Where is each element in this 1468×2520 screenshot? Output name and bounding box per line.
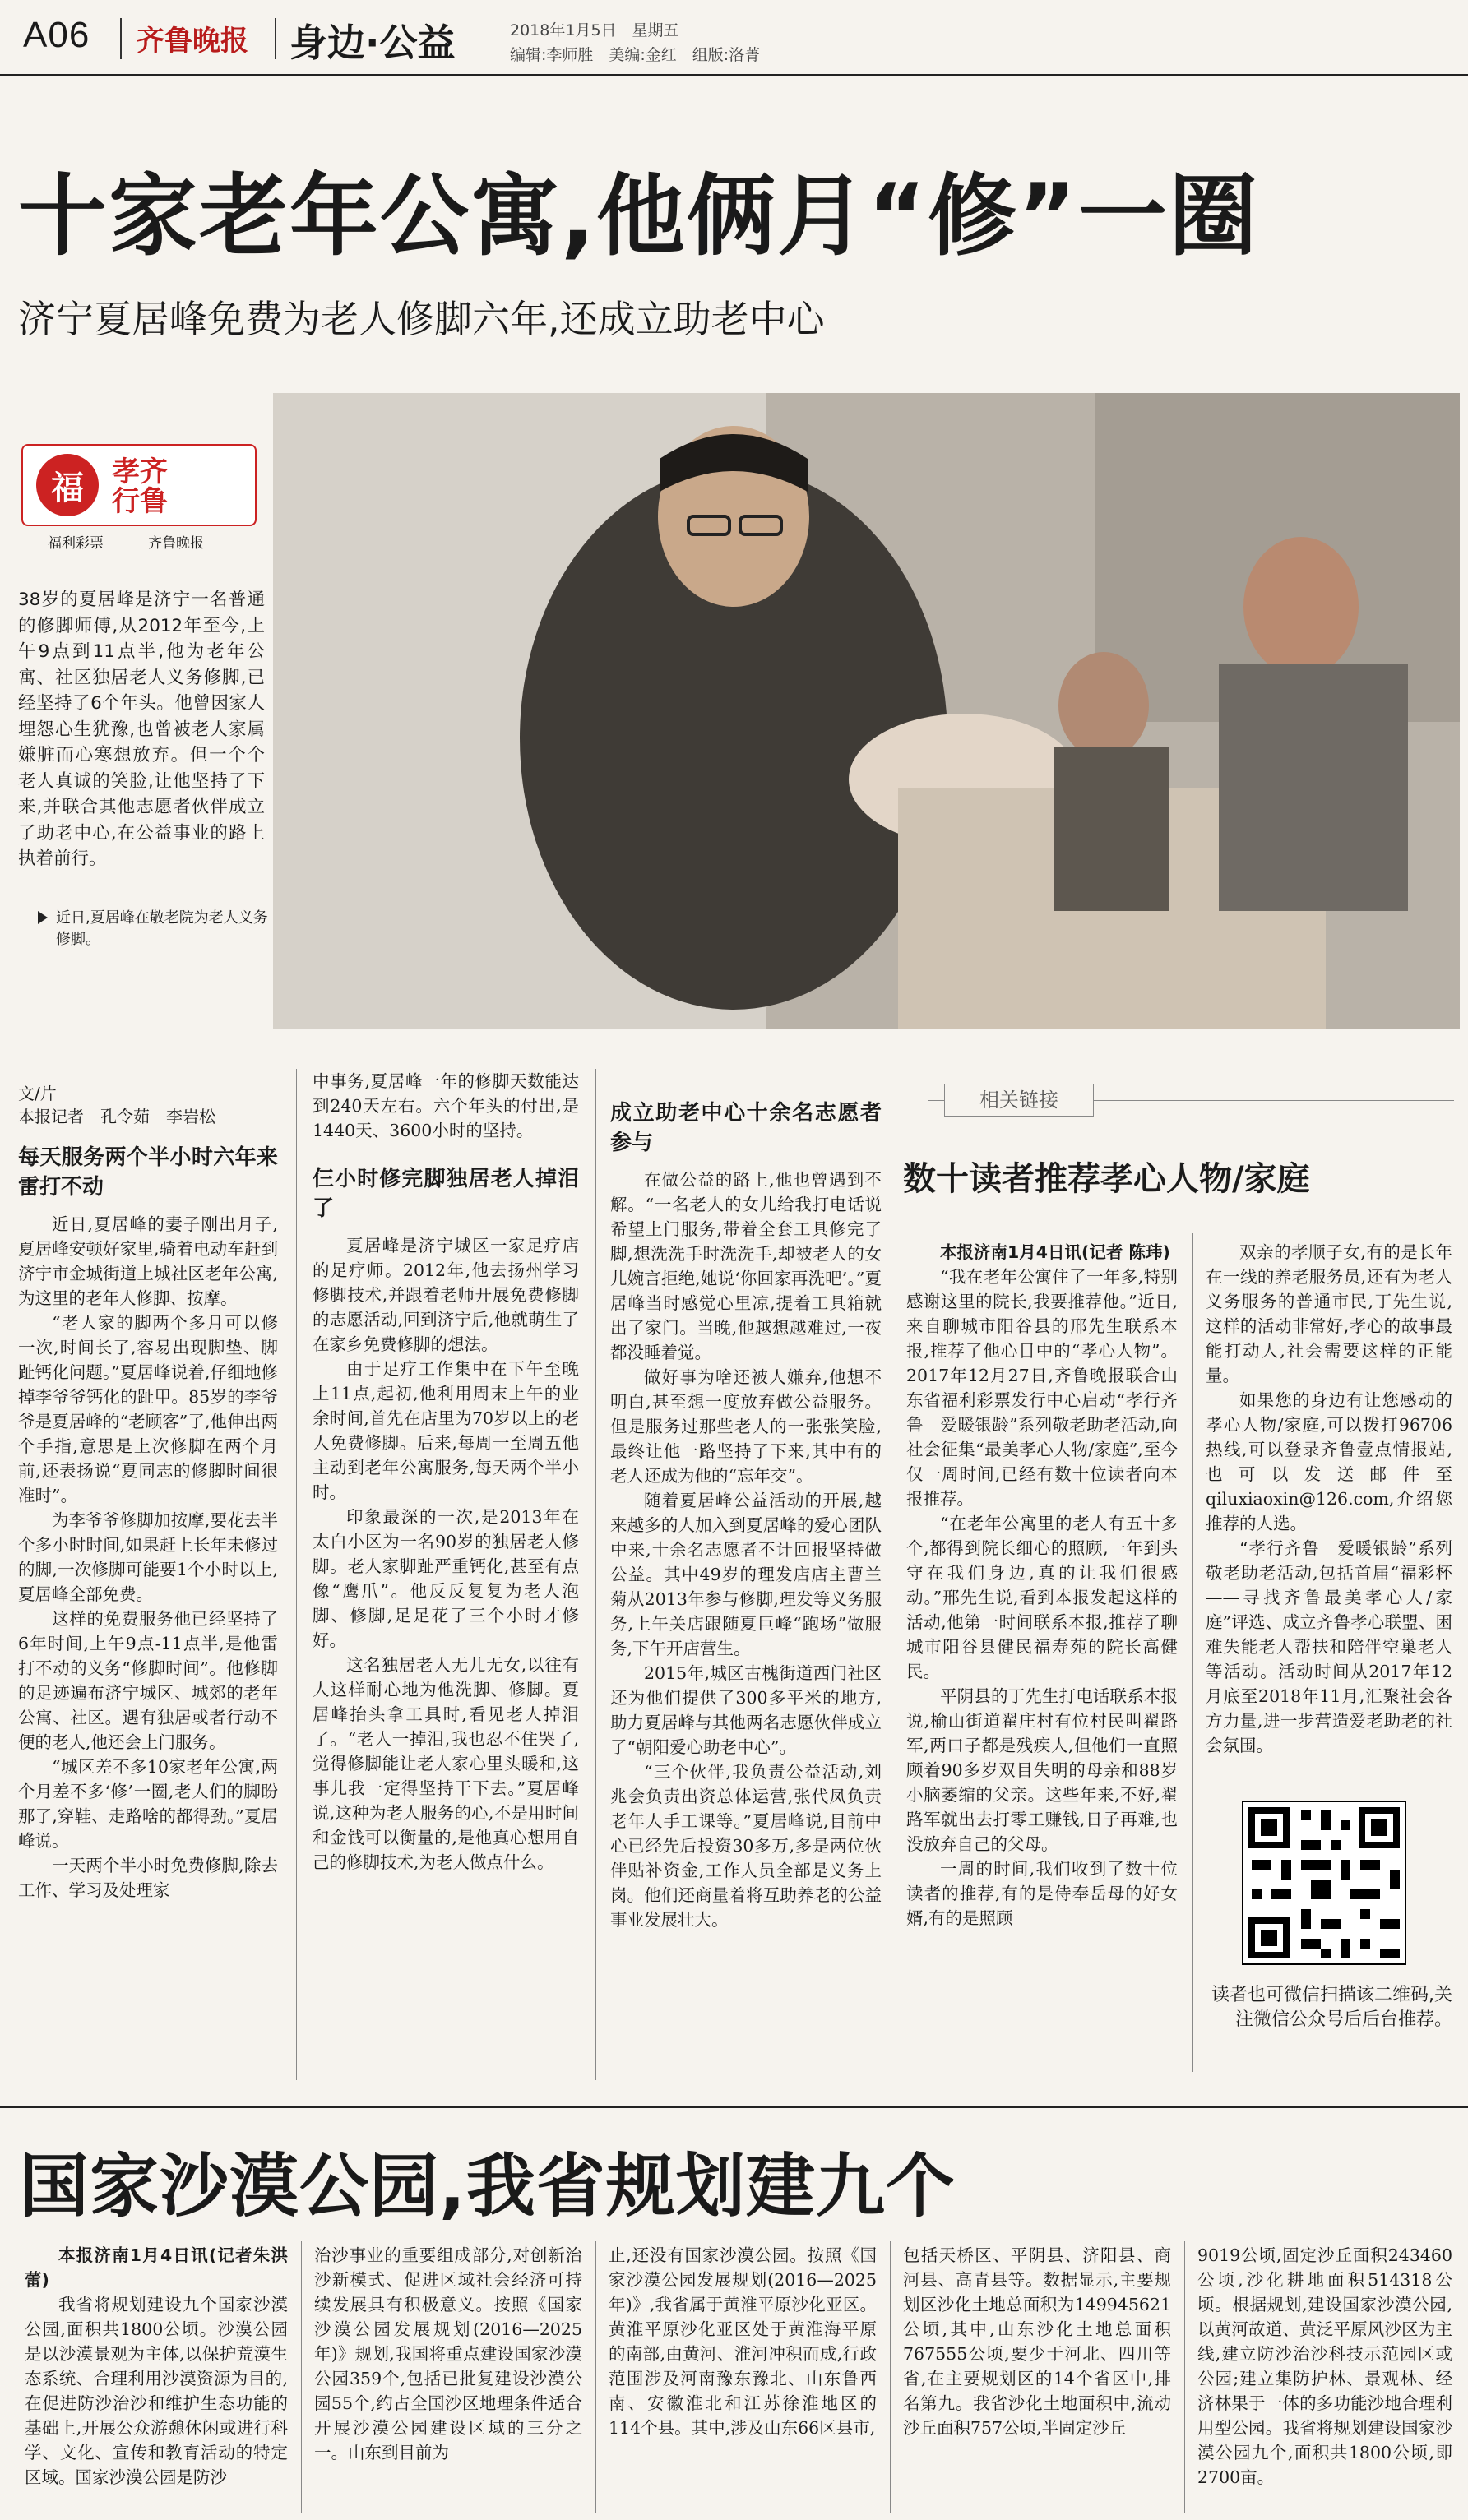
column-rule — [296, 1069, 297, 2080]
logo-subtitle-welfare: 福利彩票 — [48, 535, 104, 552]
wechat-qr-code[interactable] — [1242, 1801, 1406, 1965]
story2-column-2 — [314, 2243, 582, 2465]
paragraph: 印象最深的一次,是2013年在太白小区为一名90岁的独居老人修脚。老人家脚趾严重钙化,甚至有点像“鹰爪”。他反反复复为老人泡脚、修脚,足足花了三个小时才修好。 — [313, 1507, 579, 1650]
column-rule — [1184, 2241, 1185, 2513]
paragraph: “孝行齐鲁 爱暖银龄”系列敬老助老活动,包括首届“福彩杯——寻找齐鲁最美孝心人/家庭”评选、成立齐鲁孝心联盟、困难失能老人帮扶和陪伴空巢老人等活动。活动时间从2017年12月底至2018年11月,汇聚社会各方力量,进一步营造爱老助老的社会氛围。 — [1206, 1538, 1452, 1755]
photo-caption: 近日,夏居峰在敬老院为老人义务修脚。 — [56, 909, 268, 948]
story2-column-4 — [903, 2243, 1171, 2440]
paragraph: 为李爷爷修脚加按摩,要花去半个多小时时间,如果赶上长年未修过的脚,一次修脚可能要1个小时以上,夏居峰全部免费。 — [18, 1510, 278, 1604]
paragraph: “我在老年公寓住了一年多,特别感谢这里的院长,我要推荐他。”近日,来自聊城市阳谷县的邢先生联系本报,推荐了他心目中的“孝心人物”。2017年12月27日,齐鲁晚报联合山东省福利彩票发行中心启动“孝行齐鲁 爱暖银龄”系列敬老助老活动,向社会征集“最美孝心人物/家庭”,至今仅一周时间,已经有数十位读者向本报推荐。 — [906, 1267, 1178, 1509]
paragraph: 如果您的身边有让您感动的孝心人物/家庭,可以拨打96706热线,可以登录齐鲁壹点情报站,也可以发送邮件至qiluxiaoxin@126.com,介绍您推荐的人选。 — [1206, 1390, 1452, 1533]
campaign-logo — [21, 444, 257, 526]
column-rule — [595, 2241, 596, 2513]
qr-instruction: 读者也可微信扫描该二维码,关注微信公众号后后台推荐。 — [1211, 1985, 1452, 2030]
story2-dateline: 本报济南1月4日讯(记者朱洪蕾) — [25, 2245, 288, 2290]
masthead-rule — [0, 74, 1468, 76]
editor-credits: 编辑:李师胜 美编:金红 组版:洛菁 — [510, 46, 761, 64]
paragraph: 近日,夏居峰的妻子刚出月子,夏居峰安顿好家里,骑着电动车赶到济宁市金城街道上城社区老年公寓,为这里的老年人修脚、按摩。 — [18, 1214, 278, 1308]
section-title: 身边·公益 — [289, 21, 456, 65]
byline: 本报记者 孔令茹 李岩松 — [18, 1107, 215, 1126]
paragraph: 止,还没有国家沙漠公园。按照《国家沙漠公园发展规划(2016—2025年)》,我省属于黄淮平原沙化亚区。黄淮平原沙化亚区处于黄淮海平原的南部,由黄河、淮河冲积而成,行政范围涉及河南豫东豫北、山东鲁西南、安徽淮北和江苏徐淮地区的114个县。其中,涉及山东66区县市, — [609, 2245, 877, 2438]
related-column-1 — [906, 1240, 1178, 1930]
story-column-1 — [18, 1082, 278, 1903]
paper-logo: 齐鲁晚报 — [137, 25, 248, 58]
related-dateline: 本报济南1月4日讯(记者 陈玮) — [940, 1242, 1170, 1262]
section-heading: 仨小时修完脚独居老人掉泪了 — [313, 1167, 579, 1221]
paragraph: 包括天桥区、平阴县、济阳县、商河县、高青县等。数据显示,主要规划区沙化土地总面积为149945621公顷,其中,山东沙化土地总面积767555公顷,要少于河北、四川等省,在主要规划区的14个省区中,排名第九。我省沙化土地面积中,流动沙丘面积757公顷,半固定沙丘 — [903, 2245, 1171, 2438]
story2-column-5 — [1197, 2243, 1452, 2490]
paragraph: “在老年公寓里的老人有五十多个,都得到院长细心的照顾,一年到头守在我们身边,真的让我们很感动。”邢先生说,看到本报发起这样的活动,他第一时间联系本报,推荐了聊城市阳谷县健民福寿苑的院长高健民。 — [906, 1514, 1178, 1681]
campaign-logo-text — [112, 457, 168, 516]
byline-label: 文/片 — [18, 1084, 57, 1103]
story2-column-1 — [25, 2243, 288, 2490]
logo-text-line2: 行鲁 — [112, 485, 168, 518]
caption-arrow-icon — [38, 911, 48, 924]
story-column-2 — [313, 1069, 579, 1875]
secondary-headline: 国家沙漠公园,我省规划建九个 — [20, 2146, 956, 2226]
paragraph: “城区差不多10家老年公寓,两个月差不多‘修’一圈,老人们的脚盼那了,穿鞋、走路啥的都得劲。”夏居峰说。 — [18, 1757, 278, 1851]
masthead-divider — [275, 18, 276, 59]
page-number: A06 — [23, 15, 90, 55]
paragraph: 中事务,夏居峰一年的修脚天数能达到240天左右。六个年头的付出,是1440天、3600小时的坚持。 — [313, 1071, 579, 1140]
qr-code-icon — [1243, 1802, 1405, 1963]
issue-date: 2018年1月5日 星期五 — [510, 21, 679, 39]
paragraph: 这样的免费服务他已经坚持了6年时间,上午9点-11点半,是他雷打不动的义务“修脚时间”。他修脚的足迹遍布济宁城区、城郊的老年公寓、社区。遇有独居或者行动不便的老人,他还会上门服务。 — [18, 1609, 278, 1752]
paragraph: 我省将规划建设九个国家沙漠公园,面积共1800公顷。沙漠公园是以沙漠景观为主体,以保护荒漠生态系统、合理利用沙漠资源为目的,在促进防沙治沙和维护生态功能的基础上,开展公众游憩休闲或进行科学、文化、宣传和教育活动的特定区域。国家沙漠公园是防沙 — [25, 2295, 288, 2487]
paragraph: 2015年,城区古槐街道西门社区还为他们提供了300多平米的地方,助力夏居峰与其他两名志愿伙伴成立了“朝阳爱心助老中心”。 — [610, 1663, 882, 1757]
photo-illustration — [273, 393, 1460, 1029]
news-photo — [273, 393, 1460, 1029]
logo-text-line1: 孝齐 — [112, 455, 168, 488]
column-rule — [1192, 1233, 1193, 2072]
paragraph: 治沙事业的重要组成部分,对创新治沙新模式、促进区域社会经济可持续发展具有积极意义。按照《国家沙漠公园发展规划(2016—2025年)》规划,我国将重点建设国家沙漠公园359个,包括已批复建设沙漠公园55个,约占全国沙区地理条件适合开展沙漠公园建设区域的三分之一。山东到目前为 — [314, 2245, 582, 2462]
related-column-2 — [1206, 1240, 1452, 1758]
story-column-3 — [610, 1090, 882, 1932]
paragraph: 双亲的孝顺子女,有的是长年在一线的养老服务员,还有为老人义务服务的普通市民,丁先生说,这样的活动非常好,孝心的故事最能打动人,社会需要这样的正能量。 — [1206, 1242, 1452, 1385]
column-rule — [301, 2241, 302, 2513]
column-rule — [890, 2241, 891, 2513]
paragraph: 做好事为啥还被人嫌弃,他想不明白,甚至想一度放弃做公益服务。但是服务过那些老人的一张张笑脸,最终让他一路坚持了下来,其中有的老人还成为他的“忘年交”。 — [610, 1367, 882, 1486]
related-link-tag: 相关链接 — [944, 1084, 1094, 1117]
story2-column-3 — [609, 2243, 877, 2440]
column-rule — [595, 1069, 596, 2080]
main-subheadline: 济宁夏居峰免费为老人修脚六年,还成立助老中心 — [18, 297, 825, 341]
main-headline: 十家老年公寓,他俩月“修”一圈 — [18, 165, 1259, 268]
paragraph: 平阴县的丁先生打电话联系本报说,榆山街道翟庄村有位村民叫翟路军,两口子都是残疾人,但他们一直照顾着90多岁双目失明的母亲和88岁小脑萎缩的父亲。这些年来,不好,翟路军就出去打零工赚钱,日子再难,也没放弃自己的父母。 — [906, 1686, 1178, 1854]
masthead-divider — [120, 18, 122, 59]
paragraph: “老人家的脚两个多月可以修一次,时间长了,容易出现脚垫、脚趾钙化问题。”夏居峰说着,仔细地修掉李爷爷钙化的趾甲。85岁的李爷爷是夏居峰的“老顾客”了,他伸出两个手指,意思是上次修脚在两个月前,还表扬说“夏同志的修脚时间很准时”。 — [18, 1313, 278, 1505]
lottery-icon: 福 — [36, 454, 99, 516]
paragraph: 一天两个半小时免费修脚,除去工作、学习及处理家 — [18, 1856, 278, 1900]
paragraph: 夏居峰是济宁城区一家足疗店的足疗师。2012年,他去扬州学习修脚技术,并跟着老师开展免费修脚的志愿活动,回到济宁后,他就萌生了在家乡免费修脚的想法。 — [313, 1236, 579, 1354]
paragraph: 9019公顷,固定沙丘面积243460公顷,沙化耕地面积514318公顷。根据规划,建设国家沙漠公园,以黄河故道、黄泛平原风沙区为主线,建立防沙治沙科技示范园区或公园;建立集防护林、景观林、经济林果于一体的多功能沙地合理利用型公园。我省将规划建设国家沙漠公园九个,面积共1800公顷,即2700亩。 — [1197, 2245, 1452, 2487]
related-headline: 数十读者推荐孝心人物/家庭 — [903, 1160, 1310, 1198]
story-intro: 38岁的夏居峰是济宁一名普通的修脚师傅,从2012年至今,上午9点到11点半,他为老年公寓、社区独居老人义务修脚,已经坚持了6个年头。他曾因家人埋怨心生犹豫,也曾被老人家属嫌脏而心寒想放弃。但一个个老人真诚的笑脸,让他坚持了下来,并联合其他志愿者伙伴成立了助老中心,在公益事业的路上执着前行。 — [18, 590, 265, 869]
paragraph: “三个伙伴,我负责公益活动,刘兆会负责出资总体运营,张代凤负责老年人手工课等。”夏居峰说,目前中心已经先后投资30多万,多是两位伙伴贴补资金,工作人员全部是义务上岗。他们还商量着将互助养老的公益事业发展壮大。 — [610, 1762, 882, 1930]
paragraph: 由于足疗工作集中在下午至晚上11点,起初,他利用周末上午的业余时间,首先在店里为70岁以上的老人免费修脚。后来,每周一至周五他主动到老年公寓服务,每天两个半小时。 — [313, 1359, 579, 1502]
paragraph: 这名独居老人无儿无女,以往有人这样耐心地为他洗脚、修脚。夏居峰抬头拿工具时,看见老人掉泪了。“老人一掉泪,我也忍不住哭了,觉得修脚能让老人家心里头暖和,这事儿我一定得坚持干下去。”夏居峰说,这种为老人服务的心,不是用时间和金钱可以衡量的,是他真心想用自己的修脚技术,为老人做点什么。 — [313, 1655, 579, 1872]
logo-subtitle-paper: 齐鲁晚报 — [148, 535, 204, 552]
paragraph: 随着夏居峰公益活动的开展,越来越多的人加入到夏居峰的爱心团队中来,十余名志愿者不计回报坚持做公益。其中49岁的理发店店主曹兰菊从2013年参与修脚,理发等义务服务,上午关店跟随夏巨峰“跑场”做服务,下午开店营生。 — [610, 1491, 882, 1658]
section-divider — [0, 2106, 1468, 2108]
paragraph: 在做公益的路上,他也曾遇到不解。“一名老人的女儿给我打电话说希望上门服务,带着全套工具修完了脚,想洗洗手时洗洗手,却被老人的女儿婉言拒绝,她说‘你回家再洗吧’。”夏居峰当时感觉心里凉,提着工具箱就出了家门。当晚,他越想越难过,一夜都没睡着觉。 — [610, 1170, 882, 1362]
section-heading: 成立助老中心十余名志愿者参与 — [610, 1101, 882, 1155]
paragraph: 一周的时间,我们收到了数十位读者的推荐,有的是侍奉岳母的好女婿,有的是照顾 — [906, 1859, 1178, 1928]
section-heading: 每天服务两个半小时六年来雷打不动 — [18, 1145, 278, 1200]
